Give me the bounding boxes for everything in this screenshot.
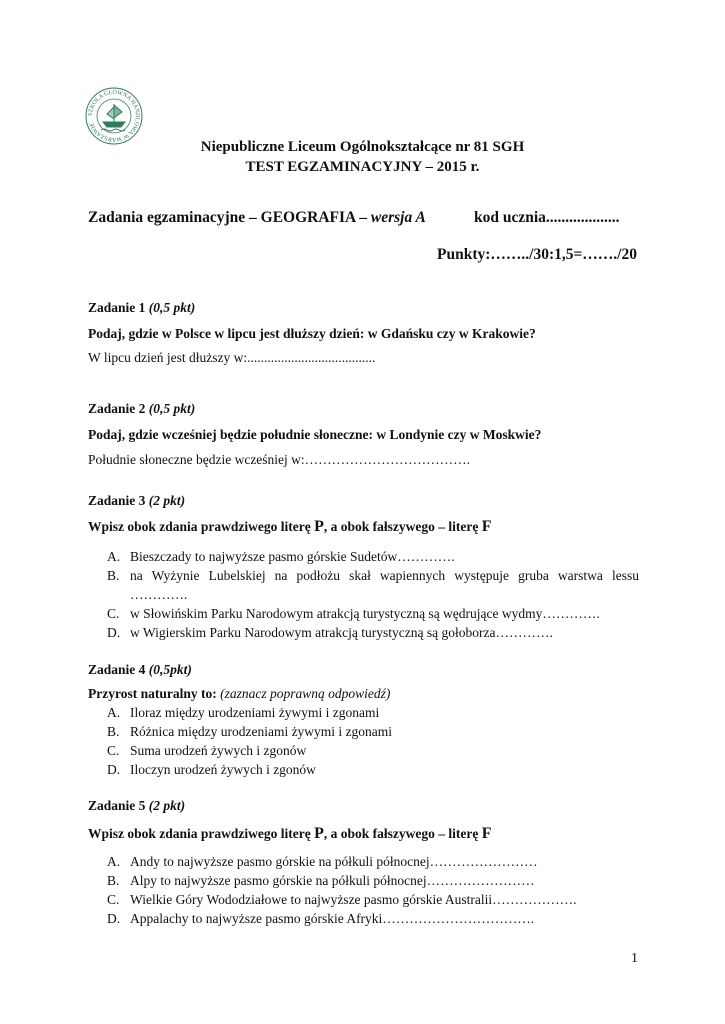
task-5-letter-p: P bbox=[314, 825, 324, 842]
task-1-title bbox=[88, 300, 195, 316]
task-1-answer: W lipcu dzień jest dłuższy w:...................................... bbox=[88, 350, 376, 365]
task-5-title bbox=[88, 798, 185, 814]
logo-ring-text: SZKOŁA GŁÓWNA HANDLOWA W WARSZAWIE bbox=[87, 89, 141, 143]
subject-prefix: Zadania egzaminacyjne – GEOGRAFIA – bbox=[88, 209, 371, 226]
task-3-question bbox=[88, 518, 492, 536]
task-5-points: (2 pkt) bbox=[148, 798, 186, 813]
item-text: Różnica między urodzeniami żywymi i zgonami bbox=[130, 724, 393, 739]
task-5-letter-f: F bbox=[481, 825, 492, 842]
task-3-q-b: , a obok fałszywego – literę bbox=[323, 519, 482, 534]
task-4-question bbox=[88, 686, 390, 702]
task-3-label: Zadanie 3 bbox=[88, 493, 149, 508]
item-letter: D. bbox=[107, 762, 121, 777]
item-letter: C. bbox=[107, 743, 120, 758]
item-text: Bieszczady to najwyższe pasmo górskie Sudetów…………. bbox=[130, 549, 455, 564]
task-5-q-a: Wpisz obok zdania prawdziwego literę bbox=[88, 826, 315, 841]
item-text: Appalachy to najwyższe pasmo górskie Afryki……………………………. bbox=[130, 911, 535, 926]
task-4-title bbox=[88, 662, 192, 678]
list-item bbox=[88, 623, 639, 642]
task-3-letter-p: P bbox=[314, 518, 324, 535]
task-5-q-b: , a obok fałszywego – literę bbox=[323, 826, 482, 841]
list-item bbox=[88, 871, 639, 890]
item-letter: D. bbox=[107, 911, 121, 926]
item-letter: B. bbox=[107, 568, 120, 583]
item-letter: B. bbox=[107, 873, 120, 888]
task-1-question: Podaj, gdzie w Polsce w lipcu jest dłuższy dzień: w Gdańsku czy w Krakowie? bbox=[88, 326, 536, 341]
task-4-label: Zadanie 4 bbox=[88, 662, 149, 677]
item-text: w Wigierskim Parku Narodowym atrakcją turystyczną są gołoborza…………. bbox=[130, 625, 553, 640]
item-letter: D. bbox=[107, 625, 121, 640]
item-letter: A. bbox=[107, 705, 121, 720]
item-text: na Wyżynie Lubelskiej na podłożu skał wapiennych występuje gruba warstwa lessu …………. bbox=[130, 568, 639, 602]
task-3-list bbox=[88, 547, 639, 642]
item-letter: A. bbox=[107, 549, 121, 564]
task-5-label: Zadanie 5 bbox=[88, 798, 149, 813]
list-item bbox=[88, 722, 639, 741]
item-text: Andy to najwyższe pasmo górskie na półkuli północnej…………………… bbox=[130, 854, 538, 869]
task-2-title bbox=[88, 401, 195, 417]
list-item bbox=[88, 760, 639, 779]
page-number: 1 bbox=[631, 951, 638, 966]
task-3-letter-f: F bbox=[481, 518, 492, 535]
task-3-points: (2 pkt) bbox=[148, 493, 186, 508]
task-4-hint: (zaznacz poprawną odpowiedź) bbox=[220, 686, 391, 701]
list-item bbox=[88, 852, 639, 871]
task-2-question: Podaj, gdzie wcześniej będzie południe słoneczne: w Londynie czy w Moskwie? bbox=[88, 427, 542, 442]
subject-version: wersja A bbox=[370, 209, 426, 226]
test-title: TEST EGZAMINACYJNY – 2015 r. bbox=[245, 159, 480, 175]
student-code: kod ucznia................... bbox=[474, 209, 620, 226]
list-item bbox=[88, 909, 639, 928]
item-letter: B. bbox=[107, 724, 120, 739]
item-text: w Słowińskim Parku Narodowym atrakcją turystyczną są wędrujące wydmy…………. bbox=[130, 606, 600, 621]
item-text: Iloczyn urodzeń żywych i zgonów bbox=[130, 762, 316, 777]
item-letter: A. bbox=[107, 854, 121, 869]
task-4-points: (0,5pkt) bbox=[148, 662, 192, 677]
task-3-q-a: Wpisz obok zdania prawdziwego literę bbox=[88, 519, 315, 534]
list-item bbox=[88, 604, 639, 623]
ship-icon bbox=[101, 104, 125, 131]
item-letter: C. bbox=[107, 892, 120, 907]
school-name: Niepubliczne Liceum Ogólnokształcące nr 81 SGH bbox=[200, 139, 525, 155]
list-item bbox=[88, 890, 639, 909]
item-text: Iloraz między urodzeniami żywymi i zgonami bbox=[130, 705, 380, 720]
task-1-points: (0,5 pkt) bbox=[148, 300, 196, 315]
task-5-list bbox=[88, 852, 639, 928]
list-item bbox=[88, 703, 639, 722]
list-item bbox=[88, 741, 639, 760]
list-item bbox=[88, 547, 639, 566]
task-2-answer: Południe słoneczne będzie wcześniej w:………………………………. bbox=[88, 452, 471, 467]
task-1-label: Zadanie 1 bbox=[88, 300, 149, 315]
item-letter: C. bbox=[107, 606, 120, 621]
item-text: Wielkie Góry Wododziałowe to najwyższe pasmo górskie Australii………………. bbox=[130, 892, 577, 907]
task-4-question-text: Przyrost naturalny to: bbox=[88, 686, 221, 701]
task-2-label: Zadanie 2 bbox=[88, 401, 149, 416]
score-line: Punkty:……../30:1,5=……./20 bbox=[436, 246, 637, 263]
item-text: Alpy to najwyższe pasmo górskie na półkuli północnej…………………… bbox=[130, 873, 535, 888]
task-5-question bbox=[88, 825, 492, 843]
task-4-list bbox=[88, 703, 639, 779]
list-item bbox=[88, 566, 639, 604]
item-text: Suma urodzeń żywych i zgonów bbox=[130, 743, 307, 758]
subject-line bbox=[88, 209, 426, 227]
task-2-points: (0,5 pkt) bbox=[148, 401, 196, 416]
task-3-title bbox=[88, 493, 185, 509]
